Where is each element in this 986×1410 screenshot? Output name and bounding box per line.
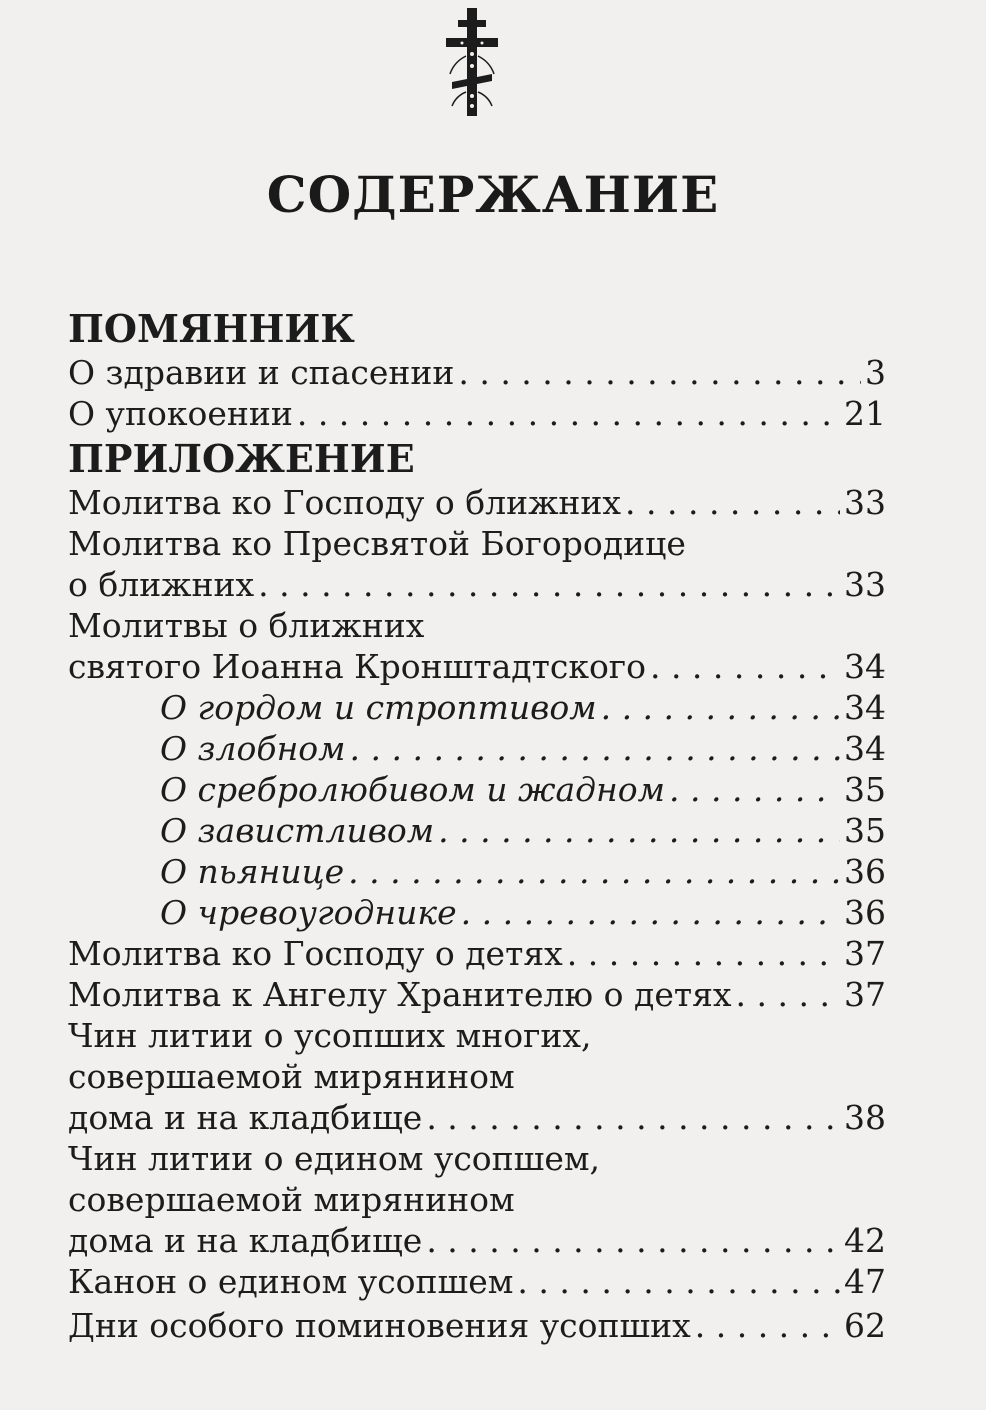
leader-dots [348,851,840,892]
toc-entry-line[interactable]: совершаемой мирянином [68,1057,515,1096]
page-number: 34 [844,688,886,727]
toc-entry[interactable]: дома и на кладбище . . . 38 [68,1097,886,1138]
leader-dots [517,1261,840,1302]
toc-entry-line[interactable]: совершаемой мирянином [68,1180,515,1219]
leader-dots [426,1220,840,1261]
leader-dots [625,482,840,523]
orthodox-cross-icon [440,6,504,118]
leader-dots [669,769,840,810]
page-title: СОДЕРЖАНИЕ [266,165,720,224]
page-number: 34 [844,647,886,686]
page-number: 36 [844,852,886,891]
toc-subentry[interactable]: О завистливом . . . 35 [68,810,886,851]
toc-subentry[interactable]: О сребролюбивом и жадном . . . 35 [68,769,886,810]
toc-entry[interactable]: Молитва ко Господу о детях . . . 37 [68,933,886,974]
page-number: 42 [844,1221,886,1260]
leader-dots [258,564,840,605]
leader-dots [567,933,840,974]
page-number: 62 [844,1306,886,1345]
page-number: 35 [844,811,886,850]
toc-entry[interactable]: О здравии и спасении . . . 3 [68,352,886,393]
page-number: 3 [865,353,886,392]
page-number: 35 [844,770,886,809]
section-heading-prilozhenie: ПРИЛОЖЕНИЕ [68,436,415,481]
leader-dots [297,393,840,434]
toc-entry[interactable]: О упокоении . . . 21 [68,393,886,434]
toc-entry[interactable]: Дни особого поминовения усопших . . . 62 [68,1305,886,1346]
leader-dots [458,352,861,393]
leader-dots [461,892,840,933]
leader-dots [350,728,840,769]
page-number: 37 [844,934,886,973]
page-number: 33 [844,483,886,522]
page-number: 47 [844,1262,886,1301]
toc-entry[interactable]: Молитва ко Господу о ближних . . . 33 [68,482,886,523]
toc-entry[interactable]: святого Иоанна Кронштадтского . . . 34 [68,646,886,687]
page-number: 38 [844,1098,886,1137]
leader-dots [736,974,840,1015]
toc-entry[interactable]: дома и на кладбище . . . 42 [68,1220,886,1261]
toc-entry-line[interactable]: Чин литии о едином усопшем, [68,1139,601,1178]
toc-entry-line[interactable]: Молитвы о ближних [68,606,425,645]
toc-subentry[interactable]: О чревоугоднике . . . 36 [68,892,886,933]
page-number: 37 [844,975,886,1014]
leader-dots [650,646,840,687]
toc-entry[interactable]: Канон о едином усопшем . . . 47 [68,1261,886,1302]
toc-subentry[interactable]: О пьянице . . . 36 [68,851,886,892]
toc-entry[interactable]: Молитва к Ангелу Хранителю о детях . . . 37 [68,974,886,1015]
section-heading-pomyannik: ПОМЯННИК [68,306,355,351]
table-of-contents [68,306,886,1346]
toc-entry-line[interactable]: Чин литии о усопших многих, [68,1016,592,1055]
leader-dots [695,1305,840,1346]
page-number: 36 [844,893,886,932]
toc-entry-line[interactable]: Молитва ко Пресвятой Богородице [68,524,686,563]
leader-dots [601,687,840,728]
leader-dots [426,1097,840,1138]
toc-entry[interactable]: о ближних . . . 33 [68,564,886,605]
toc-subentry[interactable]: О гордом и строптивом . . . 34 [68,687,886,728]
page-number: 21 [844,394,886,433]
page-number: 34 [844,729,886,768]
page-number: 33 [844,565,886,604]
leader-dots [438,810,840,851]
toc-subentry[interactable]: О злобном . . . 34 [68,728,886,769]
